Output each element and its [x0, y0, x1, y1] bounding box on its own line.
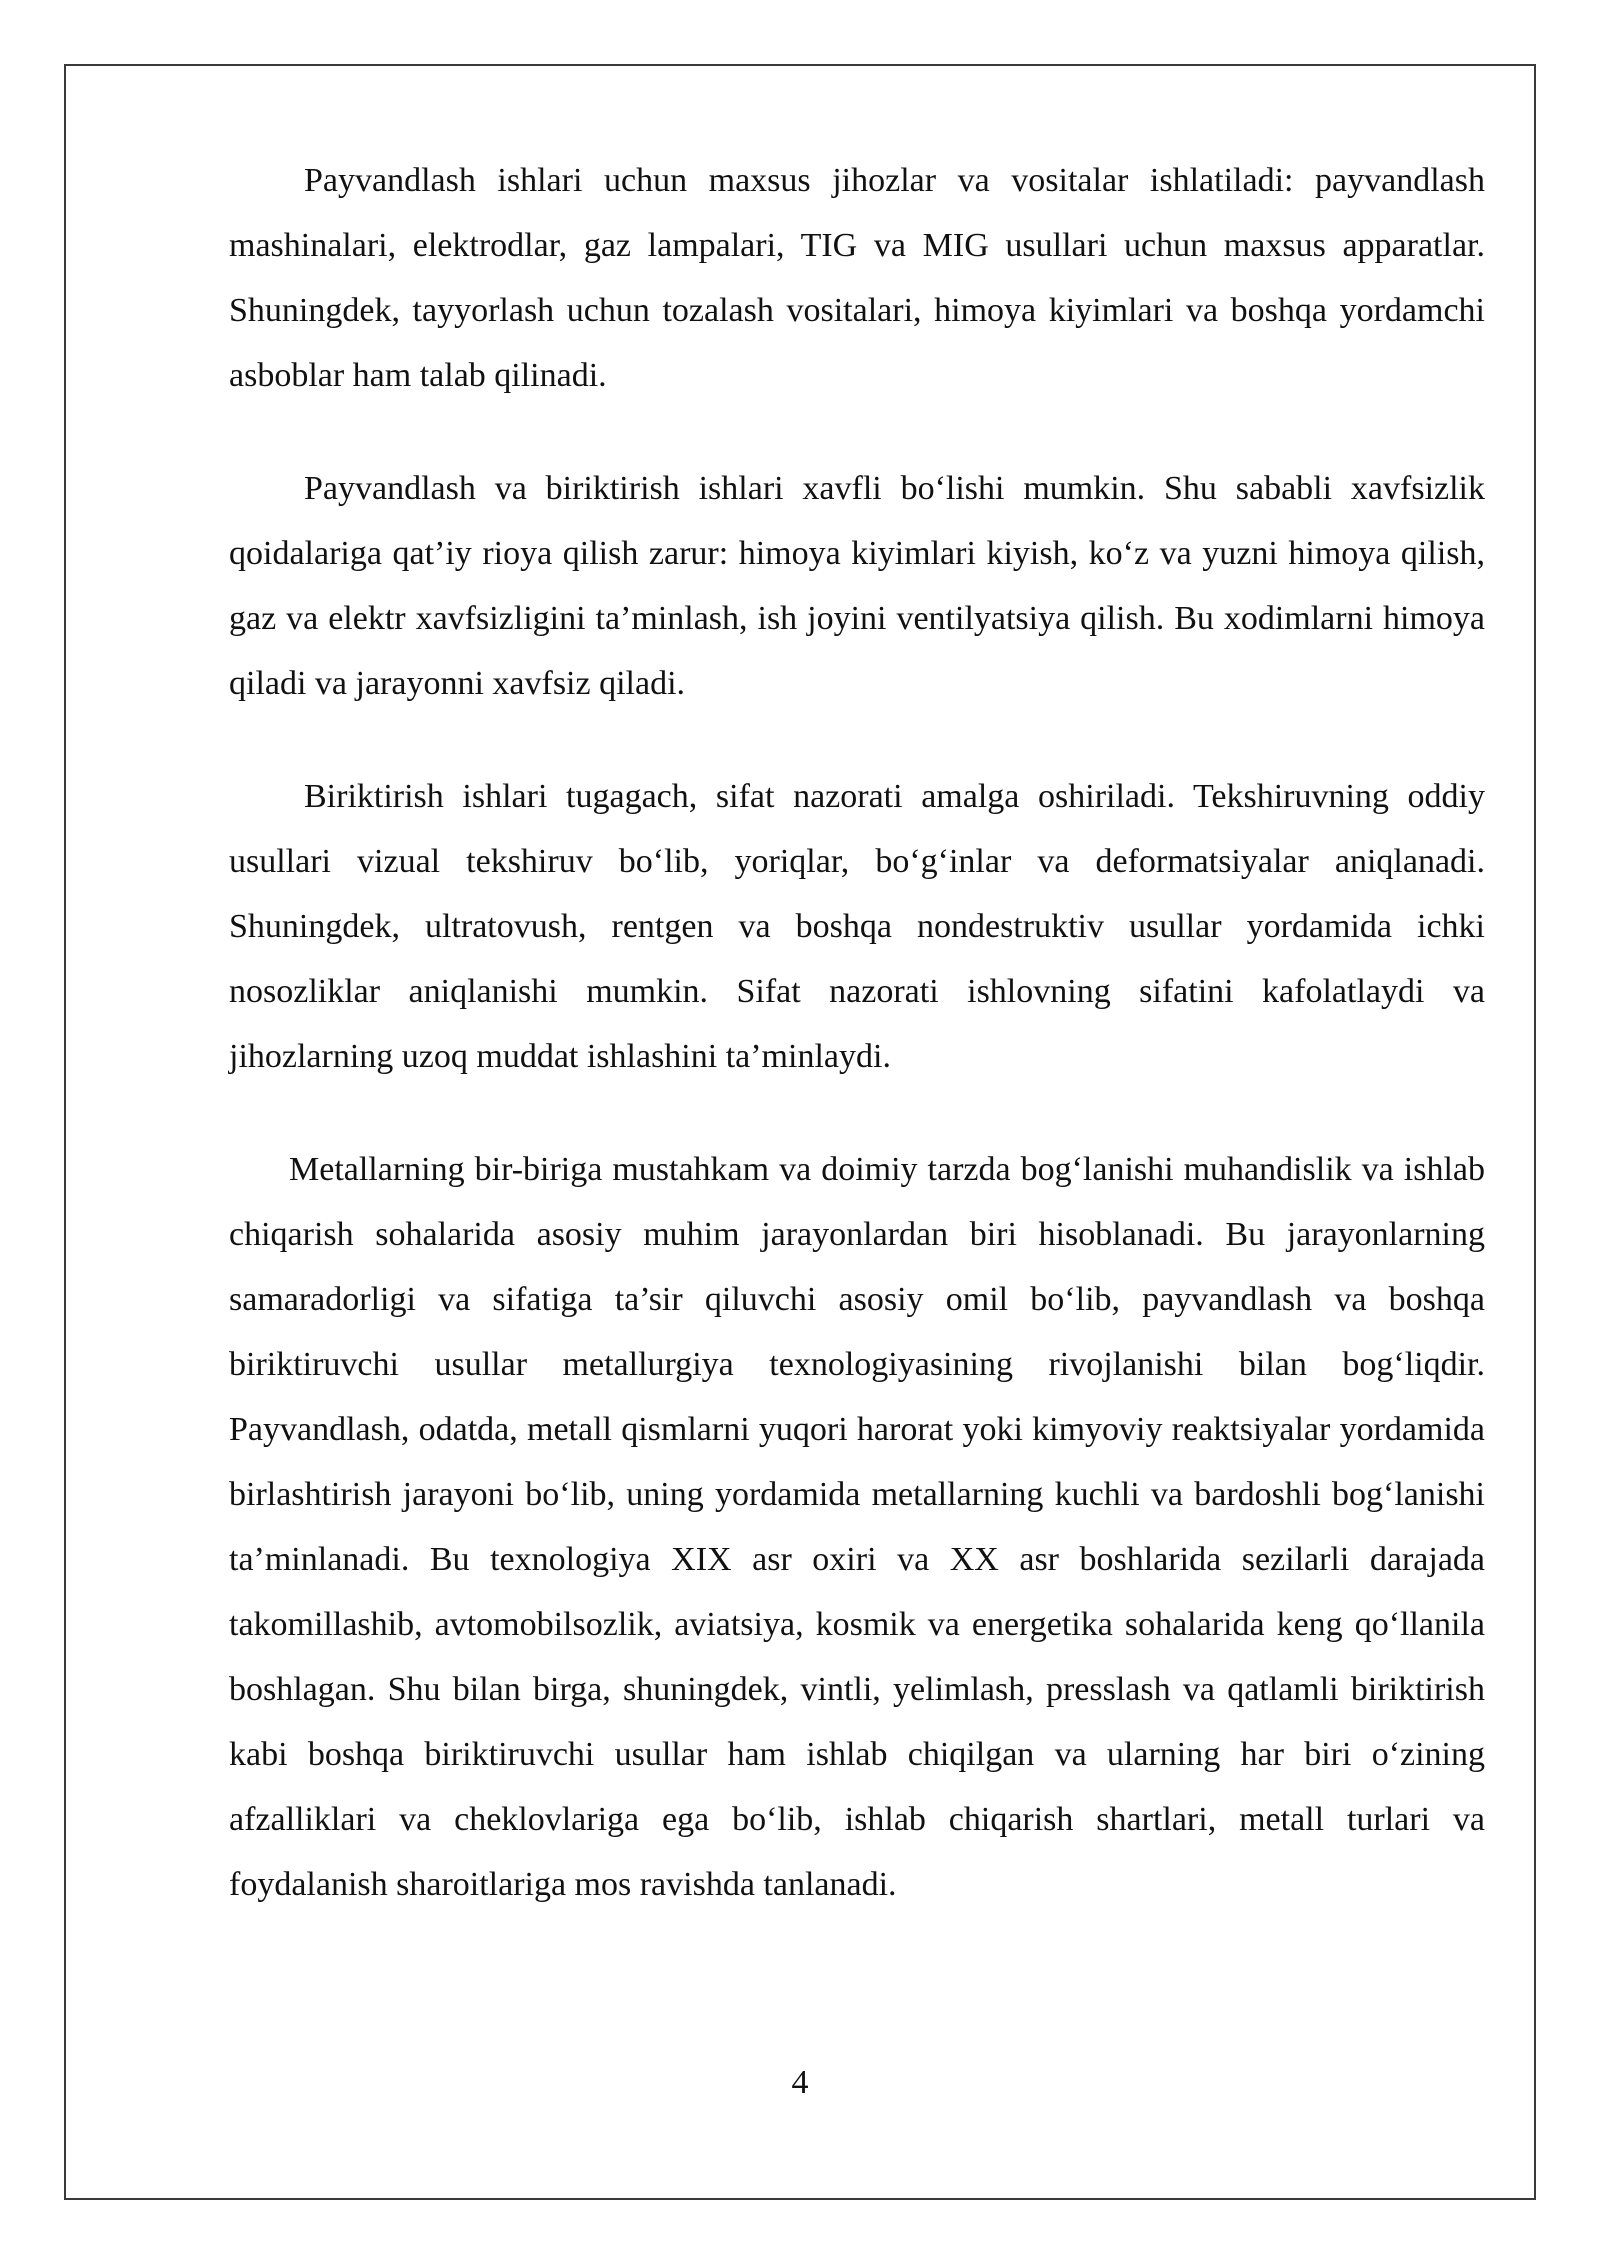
paragraph-equipment: Payvandlash ishlari uchun maxsus jihozlar va vositalar ishlatiladi: payvandlash mashinalari, elektrodlar, gaz lampalari, TIG va MIG usullari uchun maxsus apparatlar. Shuningdek, tayyorlash uchun tozalash vositalari, himoya kiyimlari va boshqa yordamchi asboblar ham talab qilinadi. — [229, 162, 1485, 394]
page-number: 4 — [791, 2064, 809, 2101]
paragraph-safety: Payvandlash va biriktirish ishlari xavfli bo‘lishi mumkin. Shu sababli xavfsizlik qoidalariga qat’iy rioya qilish zarur: himoya kiyimlari kiyish, ko‘z va yuzni himoya qilish, gaz va elektr xavfsizligini ta’minlash, ish joyini ventilyatsiya qilish. Bu xodimlarni himoya qiladi va jarayonni xavfsiz qiladi. — [229, 470, 1485, 702]
paragraph-quality-control: Biriktirish ishlari tugagach, sifat nazorati amalga oshiriladi. Tekshiruvning oddiy usullari vizual tekshiruv bo‘lib, yoriqlar, bo‘g‘inlar va deformatsiyalar aniqlanadi. Shuningdek, ultratovush, rentgen va boshqa nondestruktiv usullar yordamida ichki nosozliklar aniqlanishi mumkin. Sifat nazorati ishlovning sifatini kafolatlaydi va jihozlarning uzoq muddat ishlashini ta’minlaydi. — [229, 778, 1485, 1075]
paragraph-metal-joining: Metallarning bir-biriga mustahkam va doimiy tarzda bog‘lanishi muhandislik va ishlab chiqarish sohalarida asosiy muhim jarayonlardan biri hisoblanadi. Bu jarayonlarning samaradorligi va sifatiga ta’sir qiluvchi asosiy omil bo‘lib, payvandlash va boshqa biriktiruvchi usullar metallurgiya texnologiyasining rivojlanishi bilan bog‘liqdir. Payvandlash, odatda, metall qismlarni yuqori harorat yoki kimyoviy reaktsiyalar yordamida birlashtirish jarayoni bo‘lib, uning yordamida metallarning kuchli va bardoshli bog‘lanishi ta’minlanadi. Bu texnologiya XIX asr oxiri va XX asr boshlarida sezilarli darajada takomillashib, avtomobilsozlik, aviatsiya, kosmik va energetika sohalarida keng qo‘llanila boshlagan. Shu bilan birga, shuningdek, vintli, yelimlash, presslash va qatlamli biriktirish kabi boshqa biriktiruvchi usullar ham ishlab chiqilgan va ularning har biri o‘zining afzalliklari va cheklovlariga ega bo‘lib, ishlab chiqarish shartlari, metall turlari va foydalanish sharoitlariga mos ravishda tanlanadi. — [229, 1151, 1485, 1903]
document-body — [229, 148, 1485, 1965]
